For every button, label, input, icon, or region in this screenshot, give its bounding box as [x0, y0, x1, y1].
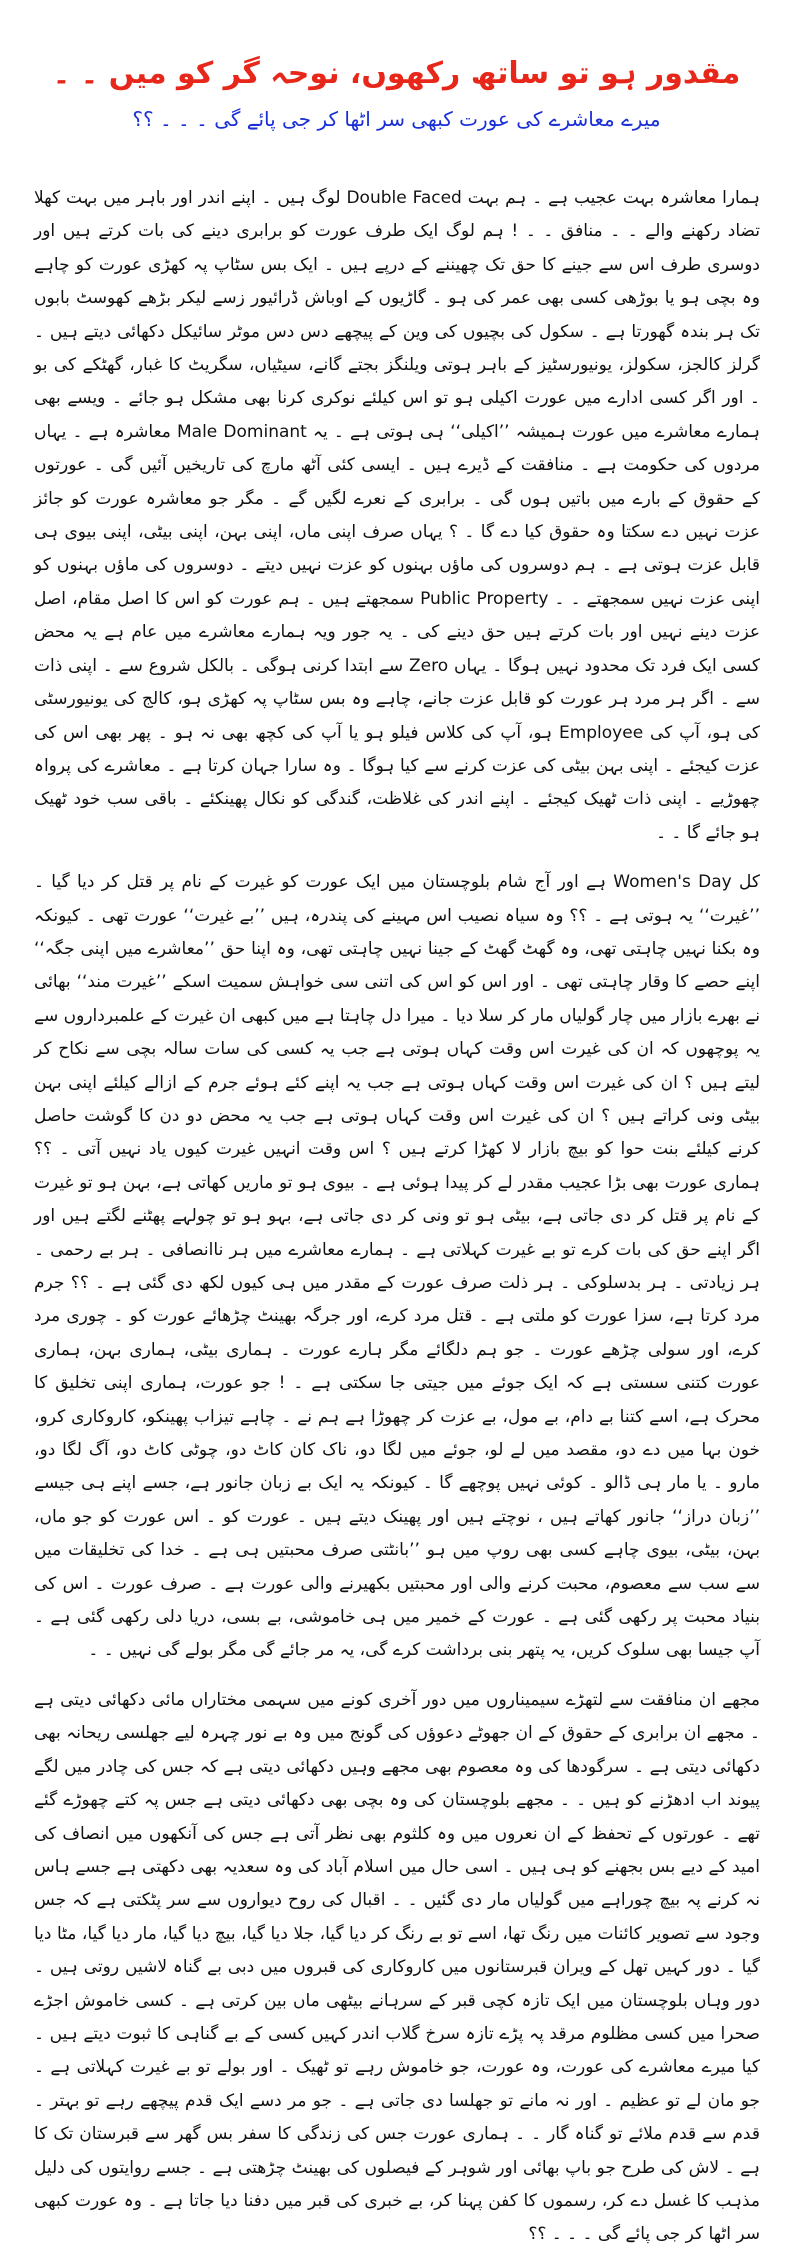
article-title: مقدور ہو تو ساتھ رکھوں، نوحہ گر کو میں ۔ ۔ [52, 56, 741, 91]
paragraph-3: مجھے ان منافقت سے لتھڑے سیمیناروں میں دور آخری کونے میں سہمی مختاراں مائی دکھائی دیتی ہے ۔ مجھے ان برابری کے حقوق کے ان جھوٹے دعوؤں کی گونج میں وہ بے نور چہرہ لیے جھلسی ریحانہ بھی دکھائی دیتی ہے ۔ سرگودھا کی وہ معصوم بھی مجھے وہیں دکھائی دیتی ہے کہ جس کی چادر میں لگے پیوند اب ادھڑنے کو ہیں ۔ ۔ مجھے بلوچستان کی وہ بچی بھی دکھائی دیتی ہے جس پہ کتے چھوڑے گئے تھے ۔ عورتوں کے تحفظ کے ان نعروں میں وہ کلثوم بھی نظر آتی ہے جس کی آنکھوں میں انصاف کی امید کے دیے بس بجھنے کو ہی ہیں ۔ اسی حال میں اسلام آباد کی وہ سعدیہ بھی دکھتی ہے جسے ہاس نہ کرنے پہ بیچ چوراہے میں گولیاں مار دی گئیں ۔ ۔ اقبال کی روح دیواروں سے سر پٹکتی ہے کہ جس وجود سے تصویر کائنات میں رنگ تھا، اسے تو بے رنگ کر دیا گیا، جلا دیا گیا، بیچ دیا گیا، مار دیا گیا، مٹا دیا گیا ۔ دور کہیں تھل کے ویران قبرستانوں میں کاروکاری کی قبروں میں دبی بے گناہ لاشیں روتی ہیں ۔ دور وہاں بلوچستان میں ایک تازہ کچی قبر کے سرہانے بیٹھی ماں بین کرتی ہے ۔ کسی خاموش اجڑے صحرا میں کسی مظلوم مرقد پہ پڑے تازہ سرخ گلاب اندر کہیں کسی کے بے گناہی کا ثبوت دیتے ہیں ۔ کیا میرے معاشرے کی عورت، وہ عورت، جو خاموش رہے تو ٹھیک ۔ اور بولے تو بے غیرت کہلاتی ہے ۔ جو مان لے تو عظیم ۔ اور نہ مانے تو جھلسا دی جاتی ہے ۔ جو مر دسے ایک قدم پیچھے رہے تو بہتر ۔ قدم سے قدم ملائے تو گناہ گار ۔ ۔ ہماری عورت جس کی زندگی کا سفر بس گھر سے قبرستان تک کا ہے ۔ لاش کی طرح جو باپ بھائی اور شوہر کے فیصلوں کی بھینٹ چڑھتی ہے ۔ جسے روایتوں کی دلیل مذہب کا غسل دے کر، رسموں کا کفن پہنا کر، بے خبری کی قبر میں دفنا دیا جاتا ہے ۔ وہ عورت کبھی سر اٹھا کر جی پائے گی ۔ ۔ ۔ ؟؟ [34, 1689, 760, 2245]
paragraph-2: کل Women's Day ہے اور آج شام بلوچستان میں ایک عورت کو غیرت کے نام پر قتل کر دیا گیا ۔ ’’غیرت‘‘ یہ ہوتی ہے ۔ ؟؟ وہ سیاہ نصیب اس مہینے کی پندرہ، ہیں ’’بے غیرت‘‘ عورت تھی ۔ کیونکہ وہ بکنا نہیں چاہتی تھی، وہ گھٹ گھٹ کے جینا نہیں چاہتی تھی، وہ اپنا حق ’’معاشرے میں اپنی جگہ‘‘ اپنے حصے کا وقار چاہتی تھی ۔ اور اس کو اس کی اتنی سی خواہش سمیت اسکے ’’غیرت مند‘‘ بھائی نے بھرے بازار میں چار گولیاں مار کر سلا دیا ۔ میرا دل چاہتا ہے میں کبھی ان غیرت کے علمبرداروں سے یہ پوچھوں کہ ان کی غیرت اس وقت کہاں ہوتی ہے جب یہ کسی کی سات سالہ بچی سے نکاح کر لیتے ہیں ؟ ان کی غیرت اس وقت کہاں ہوتی ہے جب یہ اپنے کئے ہوئے جرم کے ازالے کیلئے اپنی بہن بیٹی ونی کراتے ہیں ؟ ان کی غیرت اس وقت کہاں ہوتی ہے جب یہ محض دو دن کا گوشت حاصل کرنے کیلئے بنت حوا کو بیچ بازار لا کھڑا کرتے ہیں ؟ اس وقت انہیں غیرت کیوں یاد نہیں آتی ۔ ؟؟ ہماری عورت بھی بڑا عجیب مقدر لے کر پیدا ہوئی ہے ۔ بیوی ہو تو ماریں کھاتی ہے، بہن ہو تو غیرت کے نام پر قتل کر دی جاتی ہے، بیٹی ہو تو ونی کر دی جاتی ہے، بہو ہو تو چولہے پھٹنے لگتے ہیں اور اگر اپنے حق کی بات کرے تو بے غیرت کہلاتی ہے ۔ ہمارے معاشرے میں ہر ناانصافی ۔ ہر بے رحمی ۔ ہر زیادتی ۔ ہر بدسلوکی ۔ ہر ذلت صرف عورت کے مقدر میں ہی کیوں لکھ دی گئی ہے ۔ ؟؟ جرم مرد کرتا ہے، سزا عورت کو ملتی ہے ۔ قتل مرد کرے، اور جرگہ بھینٹ چڑھائے عورت کو ۔ چوری مرد کرے، اور سولی چڑھے عورت ۔ جو ہم دلگائے مگر ہارے عورت ۔ ہماری بیٹی، ہماری بہن، ہماری عورت کتنی سستی ہے کہ ایک جوئے میں جیتی جا سکتی ہے ۔ ! جو عورت، ہماری اپنی تخلیق کا محرک ہے، اسے کتنا بے دام، بے مول، بے عزت کر چھوڑا ہے ہم نے ۔ چاہے تیزاب پھینکو، کاروکاری کرو، خون بہا میں دے دو، مقصد میں لے لو، جوئے میں لگا دو، ناک کان کاٹ دو، چوٹی کاٹ دو، آگ لگا دو، مارو ۔ یا مار ہی ڈالو ۔ کوئی نہیں پوچھے گا ۔ کیونکہ یہ ایک بے زبان جانور ہے، جسے اپنے ہی جیسے ’’زبان دراز‘‘ جانور کھاتے ہیں ، نوچتے ہیں اور پھینک دیتے ہیں ۔ عورت کو ۔ اس عورت کو جو ماں، بہن، بیٹی، بیوی چاہے کسی بھی روپ میں ہو ’’بانٹتی صرف محبتیں ہی ہے ۔ خدا کی تخلیقات میں سے سب سے معصوم، محبت کرنے والی اور محبتیں بکھیرنے والی عورت ہے ۔ صرف عورت ۔ اس کی بنیاد محبت پر رکھی گئی ہے ۔ عورت کے خمیر میں ہی خاموشی، بے بسی، دریا دلی رکھی گئی ہے ۔ آپ جیسا بھی سلوک کریں، یہ پتھر بنی برداشت کرے گی، یہ مر جائے گی مگر بولے گی نہیں ۔ ۔ [34, 872, 761, 1661]
article-subtitle: میرے معاشرے کی عورت کبھی سر اٹھا کر جی پائے گی ۔ ۔ ۔ ؟؟ [132, 107, 661, 131]
article-body [34, 182, 760, 2268]
paragraph-1: ہمارا معاشرہ بہت عجیب ہے ۔ ہم بہت Double Faced لوگ ہیں ۔ اپنے اندر اور باہر میں بہت کھلا تضاد رکھنے والے ۔ ۔ منافق ۔ ۔ ! ہم لوگ ایک طرف عورت کو برابری دینے کی بات کرتے ہیں اور دوسری طرف اس سے جینے کا حق تک چھیننے کے درپے ہیں ۔ ایک بس سٹاپ پہ کھڑی عورت کو چاہے وہ بچی ہو یا بوڑھی کسی بھی عمر کی ہو ۔ گاڑیوں کے اوباش ڈرائیور زسے لیکر بڑھے کھوسٹ بابوں تک ہر بندہ گھورتا ہے ۔ سکول کی بچیوں کی وین کے پیچھے دس دس موٹر سائیکل دکھائی دیتے ہیں ۔ گرلز کالجز، سکولز، یونیورسٹیز کے باہر ہوتی ویلنگز بجتے گانے، سیٹیاں، سگریٹ کا غبار، گھٹکے کی بو ۔ اور اگر کسی ادارے میں عورت اکیلی ہو تو اس کیلئے نوکری کرنا بھی مشکل ہو جائے ۔ ویسے بھی ہمارے معاشرے میں عورت ہمیشہ ’’اکیلی‘‘ ہی ہوتی ہے ۔ یہ Male Dominant معاشرہ ہے ۔ یہاں مردوں کی حکومت ہے ۔ منافقت کے ڈیرے ہیں ۔ ایسی کئی آٹھ مارچ کی تاریخیں آئیں گی ۔ عورتوں کے حقوق کے بارے میں باتیں ہوں گی ۔ برابری کے نعرے لگیں گے ۔ مگر جو معاشرہ عورت کو جائز عزت نہیں دے سکتا وہ حقوق کیا دے گا ۔ ؟ یہاں صرف اپنی ماں، اپنی بہن، اپنی بیٹی، اپنی بیوی ہی قابل عزت ہوتی ہے ۔ ہم دوسروں کی ماؤں بہنوں کو عزت نہیں دیتے ۔ دوسروں کی ماؤں بہنوں کو اپنی عزت نہیں سمجھتے ۔ ۔ Public Property سمجھتے ہیں ۔ ہم عورت کو اس کا اصل مقام، اصل عزت دینے نہیں اور بات کرتے ہیں حق دینے کی ۔ یہ جور ویہ ہمارے معاشرے میں عام ہے یہ محض کسی ایک فرد تک محدود نہیں ہوگا ۔ یہاں Zero سے ابتدا کرنی ہوگی ۔ بالکل شروع سے ۔ اپنی ذات سے ۔ اگر ہر مرد ہر عورت کو قابل عزت جانے، چاہے وہ بس سٹاپ پہ کھڑی ہو، کالج کی یونیورسٹی کی ہو، آپ کی Employee ہو، آپ کی کلاس فیلو ہو یا آپ کی کچھ بھی نہ ہو ۔ پھر بھی اس کی عزت کیجئے ۔ اپنی بہن بیٹی کی عزت کرنے سے کیا ہوگا ۔ وہ سارا جہان کرتا ہے ۔ معاشرے کی پرواہ چھوڑیے ۔ اپنی ذات ٹھیک کیجئے ۔ اپنے اندر کی غلاظت، گندگی کو نکال پھینکئے ۔ باقی سب خود ٹھیک ہو جائے گا ۔ ۔ [34, 188, 761, 843]
